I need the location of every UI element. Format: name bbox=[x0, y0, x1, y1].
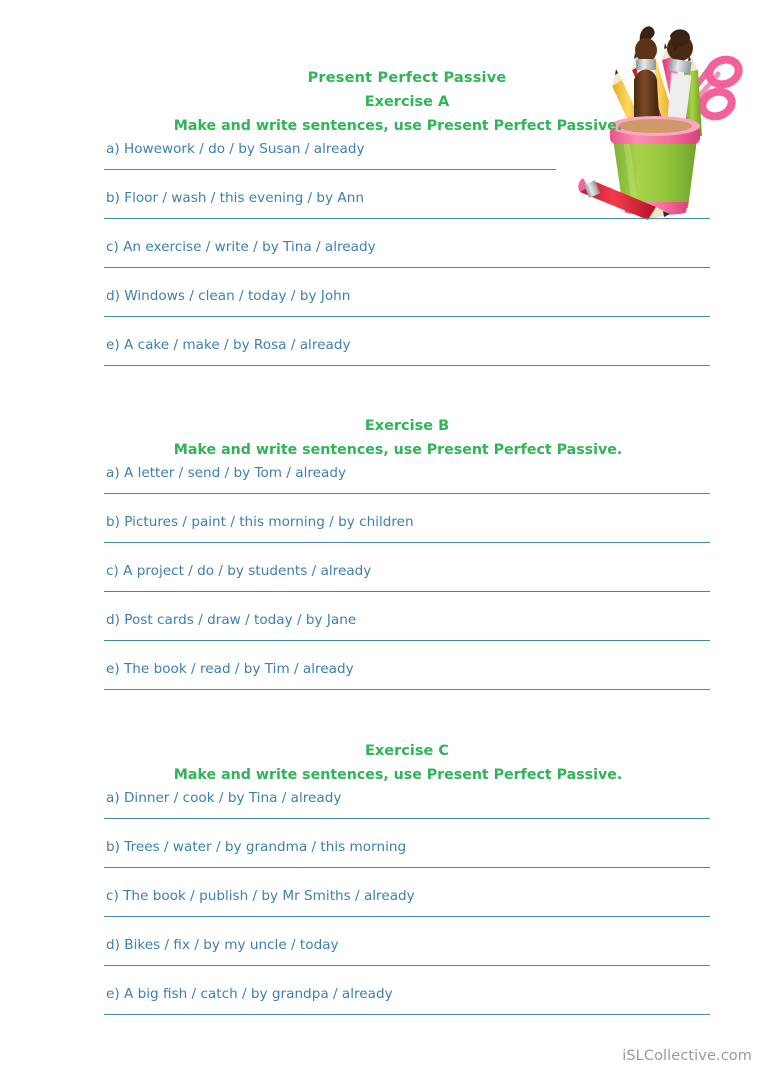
exercise-a-instruction: Make and write sentences, use Present Perfect Passive. bbox=[173, 118, 623, 134]
question-label: b) bbox=[106, 190, 120, 206]
question-text: Pictures / paint / this morning / by children bbox=[124, 514, 414, 530]
answer-line[interactable] bbox=[104, 591, 710, 592]
exercise-a bbox=[104, 139, 710, 366]
question-text: A project / do / by students / already bbox=[123, 563, 372, 579]
exercise-a-heading: Exercise A bbox=[364, 94, 450, 110]
question-label: c) bbox=[106, 888, 119, 904]
question-item bbox=[104, 984, 710, 1014]
exercise-b-instruction: Make and write sentences, use Present Perfect Passive. bbox=[173, 442, 623, 458]
question-text: Windows / clean / today / by John bbox=[124, 288, 351, 304]
worksheet-content bbox=[104, 66, 710, 1033]
question-item bbox=[104, 139, 710, 169]
question-item bbox=[104, 886, 710, 916]
answer-line[interactable] bbox=[104, 365, 710, 366]
question-text: Bikes / fix / by my uncle / today bbox=[124, 937, 339, 953]
question-label: a) bbox=[106, 790, 120, 806]
answer-line[interactable] bbox=[104, 493, 710, 494]
question-label: c) bbox=[106, 563, 119, 579]
answer-line[interactable] bbox=[104, 218, 710, 219]
question-label: d) bbox=[106, 937, 120, 953]
answer-line[interactable] bbox=[104, 640, 710, 641]
exercise-b-heading: Exercise B bbox=[364, 418, 450, 434]
question-text: A cake / make / by Rosa / already bbox=[124, 337, 351, 353]
question-text: A big fish / catch / by grandpa / already bbox=[124, 986, 393, 1002]
question-label: b) bbox=[106, 839, 120, 855]
question-label: b) bbox=[106, 514, 120, 530]
question-text: Dinner / cook / by Tina / already bbox=[123, 790, 342, 806]
question-text: Howework / do / by Susan / already bbox=[123, 141, 365, 157]
question-item bbox=[104, 512, 710, 542]
question-text: An exercise / write / by Tina / already bbox=[123, 239, 376, 255]
question-label: d) bbox=[106, 612, 120, 628]
page-title: Present Perfect Passive bbox=[307, 70, 507, 86]
answer-line[interactable] bbox=[104, 1014, 710, 1015]
section-spacer bbox=[104, 708, 710, 739]
answer-line[interactable] bbox=[104, 169, 556, 170]
question-item bbox=[104, 335, 710, 365]
question-text: Post cards / draw / today / by Jane bbox=[124, 612, 357, 628]
question-label: d) bbox=[106, 288, 120, 304]
exercise-b bbox=[104, 463, 710, 690]
question-item bbox=[104, 463, 710, 493]
question-item bbox=[104, 659, 710, 689]
question-text: The book / read / by Tim / already bbox=[124, 661, 354, 677]
question-item bbox=[104, 610, 710, 640]
question-item bbox=[104, 935, 710, 965]
question-item bbox=[104, 188, 710, 218]
question-label: e) bbox=[106, 337, 120, 353]
question-item bbox=[104, 237, 710, 267]
answer-line[interactable] bbox=[104, 689, 710, 690]
question-label: c) bbox=[106, 239, 119, 255]
answer-line[interactable] bbox=[104, 916, 710, 917]
answer-line[interactable] bbox=[104, 867, 710, 868]
answer-line[interactable] bbox=[104, 818, 710, 819]
question-item bbox=[104, 837, 710, 867]
question-text: A letter / send / by Tom / already bbox=[123, 465, 347, 481]
exercise-c bbox=[104, 788, 710, 1015]
question-item bbox=[104, 286, 710, 316]
section-spacer bbox=[104, 384, 710, 414]
question-text: Trees / water / by grandma / this morning bbox=[124, 839, 407, 855]
answer-line[interactable] bbox=[104, 965, 710, 966]
question-label: a) bbox=[106, 141, 120, 157]
exercise-c-heading: Exercise C bbox=[365, 743, 449, 759]
answer-line[interactable] bbox=[104, 542, 710, 543]
question-label: e) bbox=[106, 661, 120, 677]
answer-line[interactable] bbox=[104, 316, 710, 317]
question-label: e) bbox=[106, 986, 120, 1002]
question-item bbox=[104, 788, 710, 818]
answer-line[interactable] bbox=[104, 267, 710, 268]
footer-watermark: iSLCollective.com bbox=[622, 1048, 752, 1064]
exercise-c-instruction: Make and write sentences, use Present Perfect Passive. bbox=[173, 767, 623, 783]
question-label: a) bbox=[106, 465, 120, 481]
question-item bbox=[104, 561, 710, 591]
question-text: The book / publish / by Mr Smiths / already bbox=[123, 888, 415, 904]
question-text: Floor / wash / this evening / by Ann bbox=[124, 190, 364, 206]
